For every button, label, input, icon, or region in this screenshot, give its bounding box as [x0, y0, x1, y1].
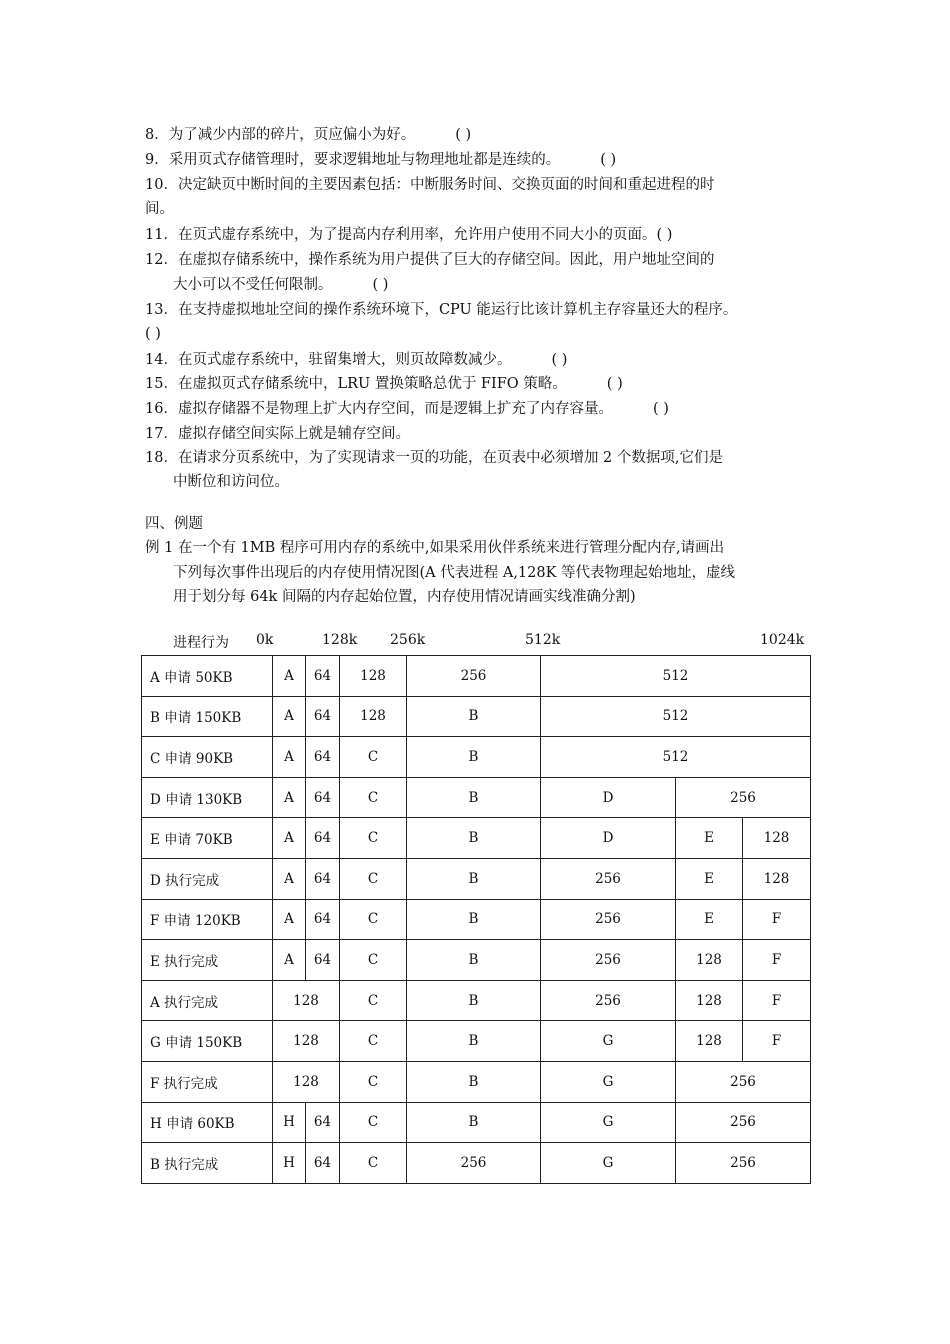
memory-block-cell: B [407, 1061, 541, 1102]
question-text: 在支持虚拟地址空间的操作系统环境下，CPU 能运行比该计算机主存容量还大的程序。 [177, 302, 738, 318]
table-row [142, 818, 811, 859]
question-12 [145, 248, 714, 272]
memory-block-cell: 64 [306, 899, 340, 940]
memory-block-cell: G [541, 1143, 676, 1184]
question-13 [145, 298, 737, 322]
memory-block-cell: 256 [407, 656, 541, 697]
memory-block-cell: C [340, 980, 407, 1021]
memory-block-cell: H [273, 1143, 306, 1184]
question-15 [145, 372, 623, 396]
row-label: E 执行完成 [142, 940, 273, 981]
memory-block-cell: C [340, 1143, 407, 1184]
question-text-continued: 中断位和访问位。 [173, 474, 289, 490]
question-text: 虚拟存储空间实际上就是辅存空间。 [177, 426, 410, 442]
question-18 [145, 446, 723, 470]
memory-block-cell: C [340, 1021, 407, 1062]
memory-block-cell: 64 [306, 1143, 340, 1184]
memory-block-cell: B [407, 1102, 541, 1143]
address-512k: 512k [525, 632, 561, 648]
row-label: F 申请 120KB [142, 899, 273, 940]
section-title: 四、例题 [145, 516, 203, 532]
memory-block-cell: B [407, 777, 541, 818]
answer-bracket: ( ) [551, 352, 568, 368]
table-row [142, 1061, 811, 1102]
memory-block-cell: 256 [676, 1143, 811, 1184]
row-label: G 申请 150KB [142, 1021, 273, 1062]
table-row [142, 858, 811, 899]
memory-block-cell: B [407, 858, 541, 899]
memory-block-cell: A [273, 696, 306, 737]
table-row [142, 940, 811, 981]
example-line-1: 例 1 在一个有 1MB 程序可用内存的系统中,如果采用伙伴系统来进行管理分配内存,请画出 [145, 540, 725, 556]
memory-block-cell: 64 [306, 777, 340, 818]
memory-block-cell: 256 [676, 777, 811, 818]
memory-block-cell: 128 [743, 818, 811, 859]
row-label: H 申请 60KB [142, 1102, 273, 1143]
question-text: 在虚拟存储系统中，操作系统为用户提供了巨大的存储空间。因此，用户地址空间的 [177, 252, 715, 268]
memory-block-cell: A [273, 858, 306, 899]
table-row [142, 980, 811, 1021]
memory-block-cell: 256 [407, 1143, 541, 1184]
answer-bracket: ( ) [606, 376, 623, 392]
memory-block-cell: C [340, 777, 407, 818]
question-text-continued: 大小可以不受任何限制。 [173, 277, 333, 293]
example-line-2: 下列每次事件出现后的内存使用情况图(A 代表进程 A,128K 等代表物理起始地址，虚线 [173, 565, 736, 581]
memory-block-cell: 64 [306, 737, 340, 778]
memory-block-cell: 256 [541, 899, 676, 940]
memory-block-cell: 64 [306, 940, 340, 981]
memory-block-cell: 128 [676, 980, 743, 1021]
memory-block-cell: C [340, 899, 407, 940]
table-body [142, 656, 811, 1184]
memory-allocation-table [141, 655, 811, 1184]
address-1024k: 1024k [760, 632, 805, 648]
memory-block-cell: B [407, 737, 541, 778]
question-number: 15． [145, 376, 178, 392]
question-text: 决定缺页中断时间的主要因素包括：中断服务时间、交换页面的时间和重起进程的时 [177, 177, 715, 193]
question-number: 16． [145, 401, 178, 417]
table-row [142, 656, 811, 697]
header-label: 进程行为 [173, 635, 229, 651]
question-number: 8． [145, 127, 169, 143]
answer-bracket: ( ) [600, 152, 617, 168]
memory-block-cell: G [541, 1021, 676, 1062]
memory-block-cell: B [407, 1021, 541, 1062]
memory-block-cell: 64 [306, 1102, 340, 1143]
question-number: 12． [145, 252, 178, 268]
address-0k: 0k [256, 632, 274, 648]
question-number: 11． [145, 227, 178, 243]
memory-block-cell: D [541, 818, 676, 859]
memory-block-cell: 128 [273, 1061, 340, 1102]
answer-bracket: ( ) [455, 127, 472, 143]
memory-block-cell: 64 [306, 858, 340, 899]
memory-block-cell: 128 [273, 980, 340, 1021]
answer-bracket: ( ) [145, 326, 161, 342]
memory-block-cell: 64 [306, 818, 340, 859]
memory-block-cell: A [273, 737, 306, 778]
row-label: D 申请 130KB [142, 777, 273, 818]
memory-block-cell: 256 [541, 940, 676, 981]
row-label: B 申请 150KB [142, 696, 273, 737]
memory-block-cell: A [273, 940, 306, 981]
memory-block-cell: 128 [340, 696, 407, 737]
memory-block-cell: C [340, 940, 407, 981]
question-10-continuation [145, 197, 174, 221]
memory-block-cell: 256 [676, 1061, 811, 1102]
question-14 [145, 348, 567, 372]
question-text-continued: 间。 [145, 201, 174, 217]
row-label: D 执行完成 [142, 858, 273, 899]
question-text: 采用页式存储管理时，要求逻辑地址与物理地址都是连续的。 [168, 152, 561, 168]
question-10 [145, 173, 714, 197]
address-128k: 128k [322, 632, 358, 648]
table-address-header [0, 630, 950, 654]
memory-block-cell: B [407, 818, 541, 859]
question-text: 在虚拟页式存储系统中，LRU 置换策略总优于 FIFO 策略。 [177, 376, 567, 392]
question-12-continuation [173, 273, 388, 297]
memory-block-cell: C [340, 1061, 407, 1102]
memory-block-cell: 64 [306, 696, 340, 737]
question-text: 在请求分页系统中，为了实现请求一页的功能，在页表中必须增加 2 个数据项,它们是 [177, 450, 724, 466]
memory-block-cell: 128 [676, 940, 743, 981]
question-17 [145, 422, 410, 446]
table-row [142, 1102, 811, 1143]
memory-block-cell: 128 [273, 1021, 340, 1062]
memory-block-cell: E [676, 899, 743, 940]
question-text: 在页式虚存系统中，为了提高内存利用率，允许用户使用不同大小的页面。( ) [177, 227, 673, 243]
memory-block-cell: G [541, 1102, 676, 1143]
row-label: C 申请 90KB [142, 737, 273, 778]
table-row [142, 1143, 811, 1184]
memory-block-cell: 512 [541, 737, 811, 778]
answer-bracket: ( ) [652, 401, 669, 417]
question-number: 13． [145, 302, 178, 318]
row-label: F 执行完成 [142, 1061, 273, 1102]
memory-block-cell: F [743, 940, 811, 981]
memory-block-cell: C [340, 858, 407, 899]
row-label: E 申请 70KB [142, 818, 273, 859]
table-row [142, 777, 811, 818]
table-row [142, 1021, 811, 1062]
memory-block-cell: A [273, 777, 306, 818]
memory-block-cell: 256 [541, 858, 676, 899]
question-number: 10． [145, 177, 178, 193]
row-label: B 执行完成 [142, 1143, 273, 1184]
question-number: 9． [145, 152, 169, 168]
memory-block-cell: H [273, 1102, 306, 1143]
memory-block-cell: 128 [340, 656, 407, 697]
memory-block-cell: 512 [541, 696, 811, 737]
memory-block-cell: E [676, 858, 743, 899]
memory-block-cell: F [743, 980, 811, 1021]
row-label: A 申请 50KB [142, 656, 273, 697]
question-9 [145, 148, 616, 172]
memory-block-cell: C [340, 1102, 407, 1143]
example-line-3: 用于划分每 64k 间隔的内存起始位置，内存使用情况请画实线准确分割) [173, 589, 636, 605]
memory-block-cell: B [407, 899, 541, 940]
question-11 [145, 223, 672, 247]
memory-block-cell: 256 [541, 980, 676, 1021]
table-row [142, 899, 811, 940]
row-label: A 执行完成 [142, 980, 273, 1021]
memory-block-cell: 128 [676, 1021, 743, 1062]
question-text: 在页式虚存系统中，驻留集增大，则页故障数减少。 [177, 352, 512, 368]
memory-block-cell: 128 [743, 858, 811, 899]
memory-block-cell: A [273, 656, 306, 697]
memory-block-cell: B [407, 980, 541, 1021]
memory-block-cell: E [676, 818, 743, 859]
table-row [142, 737, 811, 778]
question-number: 18． [145, 450, 178, 466]
memory-block-cell: 256 [676, 1102, 811, 1143]
memory-block-cell: F [743, 1021, 811, 1062]
question-number: 17． [145, 426, 178, 442]
memory-block-cell: D [541, 777, 676, 818]
question-text: 为了减少内部的碎片，页应偏小为好。 [168, 127, 416, 143]
memory-block-cell: B [407, 696, 541, 737]
question-18-continuation [173, 470, 289, 494]
memory-block-cell: A [273, 899, 306, 940]
question-16 [145, 397, 669, 421]
memory-block-cell: C [340, 818, 407, 859]
memory-block-cell: F [743, 899, 811, 940]
memory-block-cell: A [273, 818, 306, 859]
memory-block-cell: C [340, 737, 407, 778]
table-row [142, 696, 811, 737]
question-13-continuation [145, 322, 161, 346]
question-number: 14． [145, 352, 178, 368]
memory-block-cell: B [407, 940, 541, 981]
memory-block-cell: G [541, 1061, 676, 1102]
question-8 [145, 123, 471, 147]
address-256k: 256k [390, 632, 426, 648]
memory-block-cell: 512 [541, 656, 811, 697]
memory-block-cell: 64 [306, 656, 340, 697]
question-text: 虚拟存储器不是物理上扩大内存空间，而是逻辑上扩充了内存容量。 [177, 401, 613, 417]
answer-bracket: ( ) [372, 277, 389, 293]
